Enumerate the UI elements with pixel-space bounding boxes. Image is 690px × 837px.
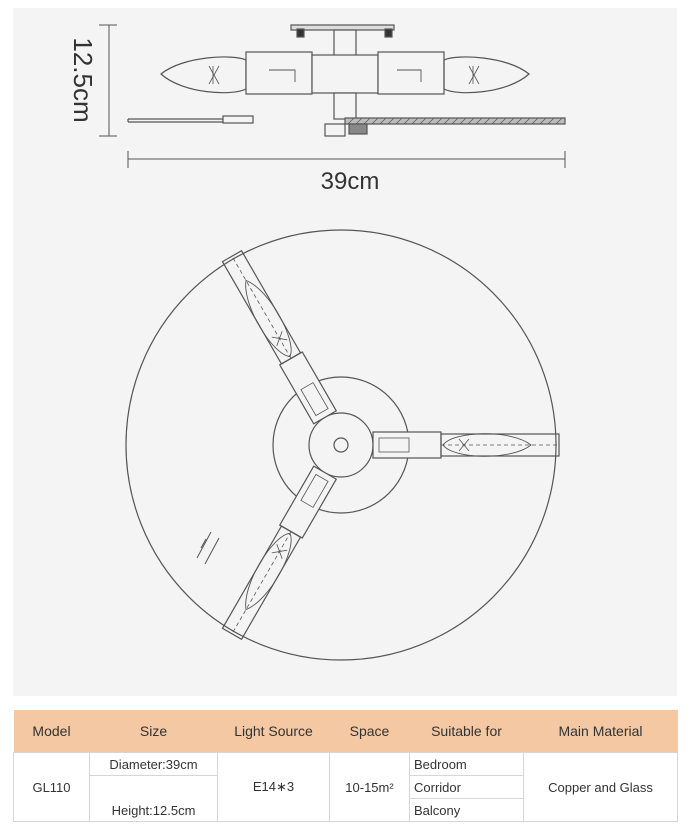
header-size: Size: [90, 710, 218, 753]
width-label: 39cm: [320, 168, 380, 195]
header-space: Space: [330, 710, 410, 753]
cell-model: GL110: [14, 753, 90, 822]
height-dimension: [99, 25, 117, 136]
height-label: 12.5cm: [68, 37, 98, 123]
cell-light-source: E14∗3: [218, 753, 330, 822]
cell-size-diameter: Diameter:39cm: [90, 753, 218, 776]
product-drawing: [13, 8, 677, 696]
header-suitable-for: Suitable for: [410, 710, 524, 753]
cell-material: Copper and Glass: [524, 753, 678, 822]
cell-suitable-bedroom: Bedroom: [410, 753, 524, 776]
side-view: [128, 25, 565, 136]
spec-table: [13, 710, 678, 822]
cell-suitable-corridor: Corridor: [410, 776, 524, 799]
lamp-diagram: [13, 8, 677, 696]
table-row: [14, 753, 678, 776]
cell-space: 10-15m²: [330, 753, 410, 822]
table-header-row: [14, 710, 678, 753]
width-dimension: [128, 151, 565, 168]
header-model: Model: [14, 710, 90, 753]
header-light-source: Light Source: [218, 710, 330, 753]
cell-size-height: Height:12.5cm: [90, 776, 218, 822]
top-view: [126, 230, 559, 660]
header-main-material: Main Material: [524, 710, 678, 753]
cell-suitable-balcony: Balcony: [410, 799, 524, 822]
